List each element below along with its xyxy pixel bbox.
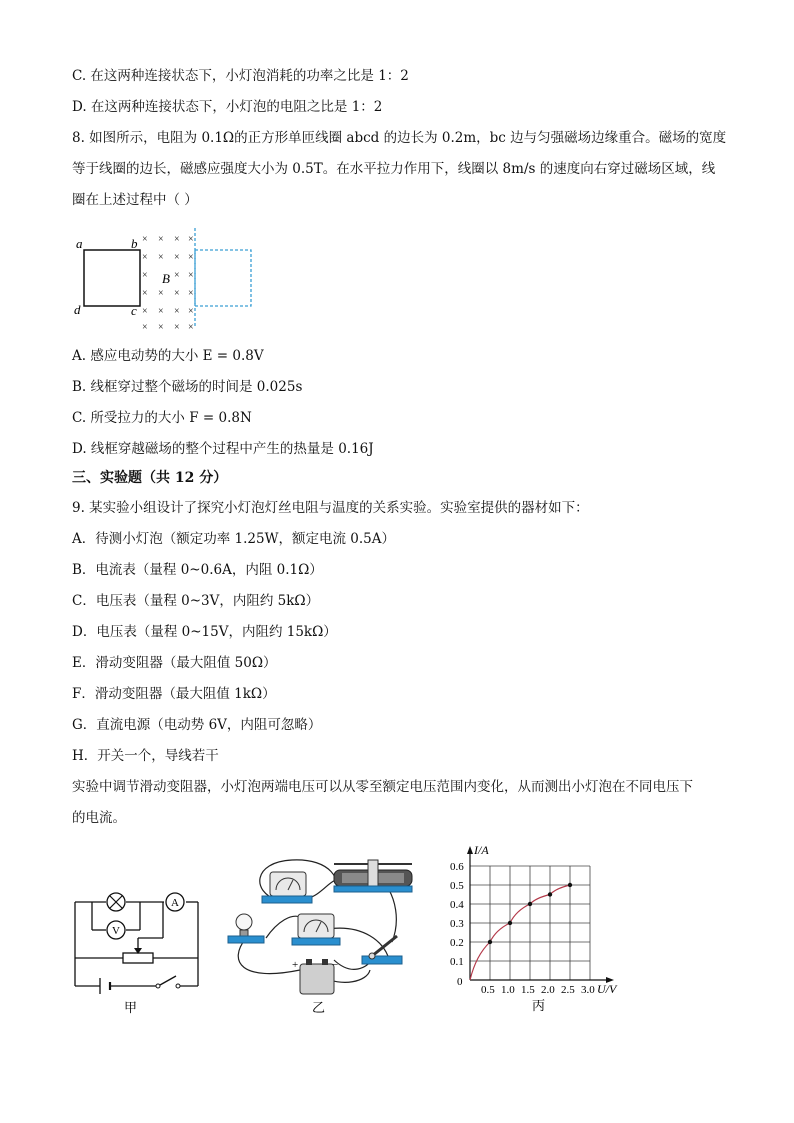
- coil-final-position: [195, 250, 251, 306]
- label-d: d: [74, 302, 81, 317]
- x-tick-label: 1.0: [501, 984, 515, 996]
- switch-contact-right: [176, 984, 180, 988]
- label-a: a: [76, 236, 83, 251]
- q9-item-f: F．滑动变阻器（最大阻值 1kΩ）: [72, 686, 276, 702]
- iu-chart-bing: [440, 838, 630, 1018]
- q9-item-b: B．电流表（量程 0~0.6A，内阻 0.1Ω）: [72, 562, 323, 578]
- field-x-mark: ×: [142, 288, 148, 299]
- q9-desc-line2: 的电流。: [72, 810, 126, 826]
- voltmeter-label: V: [112, 925, 120, 937]
- chart-xlabel: U/V: [597, 982, 617, 996]
- section-heading: 三、实验题（共 12 分）: [72, 470, 228, 486]
- q8-line1: 8. 如图所示，电阻为 0.1Ω的正方形单匝线圈 abcd 的边长为 0.2m，bc 边与匀强磁场边缘重合。磁场的宽度: [72, 130, 727, 146]
- y-tick-label: 0.6: [450, 861, 464, 873]
- field-x-mark: ×: [188, 306, 194, 317]
- q9-item-e: E．滑动变阻器（最大阻值 50Ω）: [72, 655, 277, 671]
- label-c: c: [131, 303, 137, 318]
- y-tick-label: 0.5: [450, 880, 464, 892]
- field-x-mark: ×: [188, 252, 194, 263]
- q9-item-g: G．直流电源（电动势 6V，内阻可忽略）: [72, 717, 322, 733]
- series-curve: [470, 885, 570, 980]
- q8-option-b: B. 线框穿过整个磁场的时间是 0.025s: [72, 379, 303, 395]
- field-x-mark: ×: [188, 270, 194, 281]
- switch-contact-left: [156, 984, 160, 988]
- x-tick-label: 1.5: [521, 984, 535, 996]
- figure-label-jia: 甲: [124, 1000, 138, 1015]
- figure-label-yi: 乙: [312, 1000, 326, 1015]
- data-point: [488, 940, 492, 944]
- q8-line3: 圈在上述过程中（ ）: [72, 192, 198, 208]
- field-x-mark: ×: [142, 306, 148, 317]
- x-tick-label: 0.5: [481, 984, 495, 996]
- label-B: B: [162, 271, 170, 286]
- chart-grid: [470, 866, 590, 980]
- battery-minus: −: [332, 959, 339, 971]
- field-x-mark: ×: [174, 306, 180, 317]
- x-tick-label: 2.5: [561, 984, 575, 996]
- circuit-diagram-jia: [68, 878, 208, 1016]
- field-x-mark: ×: [158, 252, 164, 263]
- q8-option-d: D. 线框穿越磁场的整个过程中产生的热量是 0.16J: [72, 441, 374, 457]
- meter-middle: [298, 914, 334, 938]
- q9-desc-line1: 实验中调节滑动变阻器，小灯泡两端电压可以从零至额定电压范围内变化，从而测出小灯泡在不同电压下: [72, 779, 693, 795]
- bulb-device: [236, 914, 252, 930]
- meter-top: [270, 872, 306, 896]
- field-x-mark: ×: [174, 288, 180, 299]
- data-point: [568, 883, 572, 887]
- switch-device: [362, 956, 402, 964]
- y-tick-label: 0.2: [450, 937, 464, 949]
- x-tick-label: 3.0: [581, 984, 595, 996]
- field-x-mark: ×: [142, 322, 148, 333]
- switch-blade: [160, 976, 176, 985]
- field-x-mark: ×: [142, 234, 148, 245]
- label-b: b: [131, 236, 138, 251]
- q8-option-c: C. 所受拉力的大小 F = 0.8N: [72, 410, 252, 426]
- battery-plus: +: [292, 959, 299, 971]
- y-axis-arrow: [467, 846, 473, 854]
- q9-intro: 9. 某实验小组设计了探究小灯泡灯丝电阻与温度的关系实验。实验室提供的器材如下：: [72, 500, 589, 516]
- field-x-mark: ×: [174, 322, 180, 333]
- chart-tick-labels: [450, 861, 595, 996]
- option-d-prev: D. 在这两种连接状态下，小灯泡的电阻之比是 1：2: [72, 99, 383, 115]
- chart-ylabel: I/A: [474, 843, 489, 857]
- field-x-mark: ×: [174, 234, 180, 245]
- q8-line2: 等于线圈的边长，磁感应强度大小为 0.5T。在水平拉力作用下，线圈以 8m/s 的速度向右穿过磁场区域，线: [72, 161, 716, 177]
- rheostat-symbol: [123, 953, 153, 963]
- coil-square: [84, 250, 140, 306]
- q9-item-a: A．待测小灯泡（额定功率 1.25W，额定电流 0.5A）: [72, 531, 395, 547]
- chart-origin: 0: [457, 976, 463, 988]
- field-x-mark: ×: [188, 322, 194, 333]
- y-tick-label: 0.4: [450, 899, 464, 911]
- y-tick-label: 0.3: [450, 918, 464, 930]
- field-x-mark: ×: [174, 252, 180, 263]
- field-x-mark: ×: [188, 234, 194, 245]
- field-x-mark: ×: [142, 270, 148, 281]
- field-x-mark: ×: [158, 288, 164, 299]
- data-point: [528, 902, 532, 906]
- battery-device: [300, 964, 334, 994]
- ammeter-label: A: [171, 897, 179, 909]
- field-x-mark: ×: [158, 306, 164, 317]
- q8-coil-field-figure: [70, 228, 260, 333]
- field-x-mark: ×: [158, 234, 164, 245]
- physical-circuit-yi: [222, 852, 422, 1017]
- x-tick-label: 2.0: [541, 984, 555, 996]
- figure-label-bing: 丙: [532, 998, 546, 1013]
- q9-item-d: D．电压表（量程 0~15V，内阻约 15kΩ）: [72, 624, 337, 640]
- field-x-mark: ×: [188, 288, 194, 299]
- chart-axes: [467, 846, 614, 983]
- field-x-mark: ×: [142, 252, 148, 263]
- q8-option-a: A. 感应电动势的大小 E = 0.8V: [72, 348, 264, 364]
- q9-item-c: C．电压表（量程 0~3V，内阻约 5kΩ）: [72, 593, 320, 609]
- data-point: [508, 921, 512, 925]
- field-x-mark: ×: [174, 270, 180, 281]
- q9-item-h: H．开关一个，导线若干: [72, 748, 219, 764]
- y-tick-label: 0.1: [450, 956, 464, 968]
- option-c-prev: C. 在这两种连接状态下，小灯泡消耗的功率之比是 1：2: [72, 68, 409, 84]
- data-point: [548, 892, 552, 896]
- field-x-mark: ×: [158, 322, 164, 333]
